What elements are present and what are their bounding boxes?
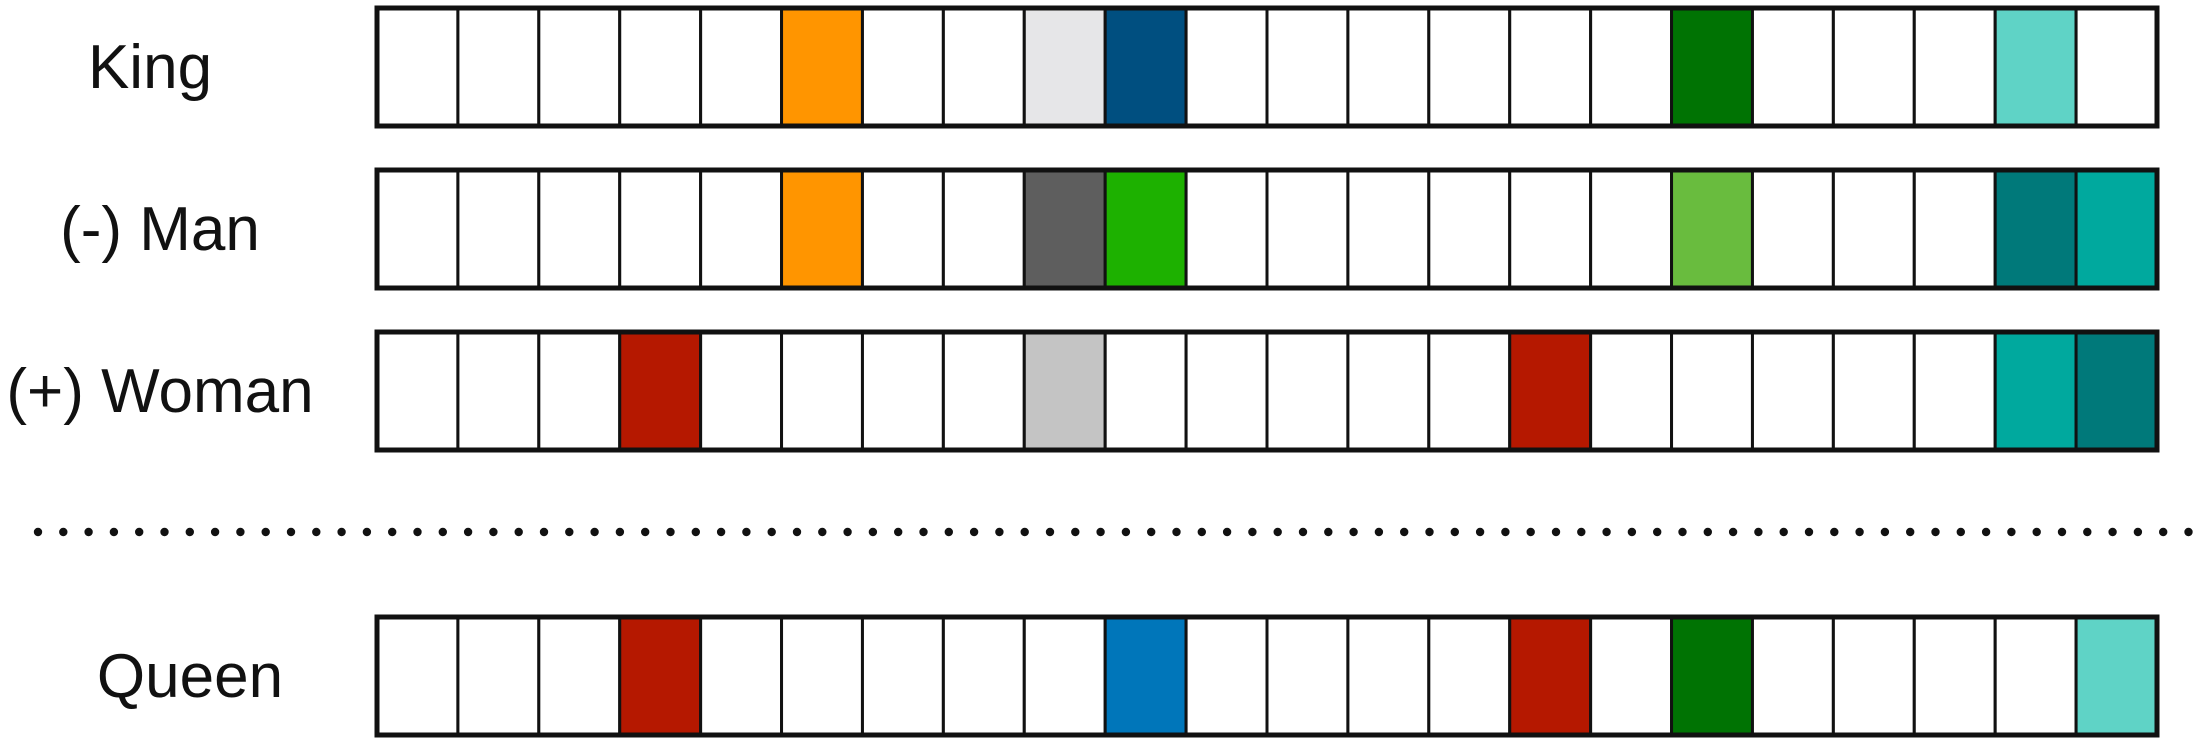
separator-dot bbox=[1982, 528, 1990, 536]
vector-cell-woman-20 bbox=[1995, 332, 2076, 450]
vector-row-woman bbox=[6, 332, 2157, 450]
vector-cell-king-15 bbox=[1591, 8, 1672, 126]
separator-dot bbox=[363, 528, 371, 536]
vector-cell-queen-7 bbox=[943, 617, 1024, 735]
vector-cell-king-4 bbox=[701, 8, 782, 126]
separator-dot bbox=[236, 528, 244, 536]
separator-dot bbox=[1375, 528, 1383, 536]
separator-dot bbox=[1552, 528, 1560, 536]
vector-cell-woman-10 bbox=[1186, 332, 1267, 450]
separator-dot bbox=[1223, 528, 1231, 536]
separator-dot bbox=[2083, 528, 2091, 536]
separator-dot bbox=[1096, 528, 1104, 536]
vector-cell-king-5 bbox=[782, 8, 863, 126]
vector-cell-woman-3 bbox=[620, 332, 701, 450]
row-label-man: (-) Man bbox=[60, 195, 260, 264]
separator-dot bbox=[1122, 528, 1130, 536]
separator-dot bbox=[717, 528, 725, 536]
separator-dot bbox=[84, 528, 92, 536]
separator-dot bbox=[540, 528, 548, 536]
vector-cell-queen-0 bbox=[377, 617, 458, 735]
vector-cell-woman-13 bbox=[1429, 332, 1510, 450]
separator-dot bbox=[1678, 528, 1686, 536]
vector-cell-man-2 bbox=[539, 170, 620, 288]
separator-dot bbox=[1602, 528, 1610, 536]
vector-cell-queen-6 bbox=[862, 617, 943, 735]
vector-cell-man-11 bbox=[1267, 170, 1348, 288]
separator-dot bbox=[768, 528, 776, 536]
vector-cell-queen-2 bbox=[539, 617, 620, 735]
separator-dot bbox=[1704, 528, 1712, 536]
vector-cell-queen-14 bbox=[1510, 617, 1591, 735]
separator-dot bbox=[995, 528, 1003, 536]
vector-cell-king-0 bbox=[377, 8, 458, 126]
separator-dot bbox=[312, 528, 320, 536]
vector-row-man bbox=[60, 170, 2157, 288]
vector-cell-man-20 bbox=[1995, 170, 2076, 288]
vector-cell-king-9 bbox=[1105, 8, 1186, 126]
vector-cell-queen-10 bbox=[1186, 617, 1267, 735]
separator-dot bbox=[616, 528, 624, 536]
vector-cell-woman-9 bbox=[1105, 332, 1186, 450]
vector-cell-queen-17 bbox=[1752, 617, 1833, 735]
vector-cell-queen-13 bbox=[1429, 617, 1510, 735]
separator-dot bbox=[1653, 528, 1661, 536]
separator-dot bbox=[110, 528, 118, 536]
separator-dot bbox=[742, 528, 750, 536]
vector-cell-king-16 bbox=[1672, 8, 1753, 126]
vector-row-king bbox=[88, 8, 2157, 126]
separator-dot bbox=[1957, 528, 1965, 536]
separator-dot bbox=[59, 528, 67, 536]
vector-cell-queen-1 bbox=[458, 617, 539, 735]
vector-cell-queen-21 bbox=[2076, 617, 2157, 735]
vector-cell-woman-4 bbox=[701, 332, 782, 450]
separator-dot bbox=[793, 528, 801, 536]
separator-dot bbox=[1805, 528, 1813, 536]
separator-dot bbox=[945, 528, 953, 536]
separator-dot bbox=[1248, 528, 1256, 536]
vector-cell-king-21 bbox=[2076, 8, 2157, 126]
separator-dot bbox=[1501, 528, 1509, 536]
separator-dot bbox=[1020, 528, 1028, 536]
vector-cell-queen-5 bbox=[782, 617, 863, 735]
vector-cell-man-15 bbox=[1591, 170, 1672, 288]
vector-cell-king-11 bbox=[1267, 8, 1348, 126]
separator-dot bbox=[1198, 528, 1206, 536]
vector-cell-man-3 bbox=[620, 170, 701, 288]
separator-dot bbox=[1451, 528, 1459, 536]
separator-dot bbox=[2033, 528, 2041, 536]
separator-dot bbox=[160, 528, 168, 536]
separator-dot bbox=[919, 528, 927, 536]
vector-cell-man-14 bbox=[1510, 170, 1591, 288]
vector-cell-man-19 bbox=[1914, 170, 1995, 288]
separator-dot bbox=[2058, 528, 2066, 536]
vector-cell-king-2 bbox=[539, 8, 620, 126]
separator-dot bbox=[2184, 528, 2192, 536]
separator-dot bbox=[135, 528, 143, 536]
vector-cell-woman-7 bbox=[943, 332, 1024, 450]
separator-dot bbox=[1780, 528, 1788, 536]
separator-dot bbox=[1628, 528, 1636, 536]
separator-dot bbox=[1577, 528, 1585, 536]
vector-cell-queen-20 bbox=[1995, 617, 2076, 735]
separator-dot bbox=[34, 528, 42, 536]
separator-dot bbox=[869, 528, 877, 536]
vector-cell-queen-16 bbox=[1672, 617, 1753, 735]
separator-dot bbox=[262, 528, 270, 536]
vector-cell-king-12 bbox=[1348, 8, 1429, 126]
vector-cell-king-13 bbox=[1429, 8, 1510, 126]
vector-cell-man-10 bbox=[1186, 170, 1267, 288]
vector-cell-king-20 bbox=[1995, 8, 2076, 126]
separator-dot bbox=[894, 528, 902, 536]
separator-dot bbox=[1324, 528, 1332, 536]
vector-cell-queen-18 bbox=[1833, 617, 1914, 735]
vector-cell-king-17 bbox=[1752, 8, 1833, 126]
vector-cell-woman-16 bbox=[1672, 332, 1753, 450]
separator-dot bbox=[287, 528, 295, 536]
separator-dot bbox=[641, 528, 649, 536]
vector-cell-king-8 bbox=[1024, 8, 1105, 126]
separator-dot bbox=[489, 528, 497, 536]
vector-cell-woman-21 bbox=[2076, 332, 2157, 450]
separator-dot bbox=[439, 528, 447, 536]
separator-dot bbox=[1754, 528, 1762, 536]
vector-cell-man-21 bbox=[2076, 170, 2157, 288]
separator-dot bbox=[186, 528, 194, 536]
separator-dot bbox=[211, 528, 219, 536]
separator-dot bbox=[1855, 528, 1863, 536]
separator-dot bbox=[1172, 528, 1180, 536]
separator-dot bbox=[1527, 528, 1535, 536]
vector-cell-woman-1 bbox=[458, 332, 539, 450]
separator-dot bbox=[666, 528, 674, 536]
vector-cell-woman-11 bbox=[1267, 332, 1348, 450]
vector-cell-woman-12 bbox=[1348, 332, 1429, 450]
vector-cell-man-9 bbox=[1105, 170, 1186, 288]
vector-cell-woman-8 bbox=[1024, 332, 1105, 450]
vector-cell-king-19 bbox=[1914, 8, 1995, 126]
vector-cell-woman-14 bbox=[1510, 332, 1591, 450]
vector-cell-king-18 bbox=[1833, 8, 1914, 126]
separator-dot bbox=[1046, 528, 1054, 536]
separator-dot bbox=[565, 528, 573, 536]
vector-cell-woman-6 bbox=[862, 332, 943, 450]
vector-cell-woman-5 bbox=[782, 332, 863, 450]
separator-dot bbox=[1274, 528, 1282, 536]
vector-cell-queen-12 bbox=[1348, 617, 1429, 735]
vector-cell-king-6 bbox=[862, 8, 943, 126]
separator-dot bbox=[1931, 528, 1939, 536]
separator-dot bbox=[388, 528, 396, 536]
row-label-queen: Queen bbox=[96, 642, 284, 711]
vector-cell-man-16 bbox=[1672, 170, 1753, 288]
separator-dot bbox=[1881, 528, 1889, 536]
separator-dot bbox=[2007, 528, 2015, 536]
separator-dot bbox=[1729, 528, 1737, 536]
separator-dot bbox=[590, 528, 598, 536]
separator-dot bbox=[2159, 528, 2167, 536]
row-label-woman: (+) Woman bbox=[6, 357, 314, 426]
separator-dot bbox=[1476, 528, 1484, 536]
vector-cell-woman-15 bbox=[1591, 332, 1672, 450]
separator-dot bbox=[515, 528, 523, 536]
vector-cell-queen-9 bbox=[1105, 617, 1186, 735]
vector-cell-man-4 bbox=[701, 170, 782, 288]
separator-dot bbox=[692, 528, 700, 536]
separator-dot bbox=[1147, 528, 1155, 536]
vector-cell-man-5 bbox=[782, 170, 863, 288]
vector-cell-woman-2 bbox=[539, 332, 620, 450]
vector-cell-man-8 bbox=[1024, 170, 1105, 288]
vector-cell-woman-17 bbox=[1752, 332, 1833, 450]
vector-cell-man-7 bbox=[943, 170, 1024, 288]
vector-cell-queen-8 bbox=[1024, 617, 1105, 735]
separator-dot bbox=[413, 528, 421, 536]
vector-cell-man-18 bbox=[1833, 170, 1914, 288]
vector-cell-king-10 bbox=[1186, 8, 1267, 126]
separator-dot bbox=[1400, 528, 1408, 536]
vector-cell-man-13 bbox=[1429, 170, 1510, 288]
vector-cell-man-6 bbox=[862, 170, 943, 288]
vector-rows bbox=[6, 8, 2157, 735]
separator-dot bbox=[337, 528, 345, 536]
separator-dot bbox=[2134, 528, 2142, 536]
vector-row-queen bbox=[97, 617, 2157, 735]
vector-cell-king-1 bbox=[458, 8, 539, 126]
separator-dot bbox=[843, 528, 851, 536]
separator-dot bbox=[2108, 528, 2116, 536]
row-label-king: King bbox=[87, 33, 213, 102]
vector-cell-woman-18 bbox=[1833, 332, 1914, 450]
separator-dot bbox=[1906, 528, 1914, 536]
separator-dot bbox=[1071, 528, 1079, 536]
separator-dot bbox=[1299, 528, 1307, 536]
vector-cell-king-14 bbox=[1510, 8, 1591, 126]
vector-cell-king-7 bbox=[943, 8, 1024, 126]
vector-cell-queen-11 bbox=[1267, 617, 1348, 735]
vector-cell-woman-19 bbox=[1914, 332, 1995, 450]
separator-dot bbox=[1830, 528, 1838, 536]
dotted-separator bbox=[34, 528, 2193, 536]
separator-dot bbox=[970, 528, 978, 536]
vector-cell-man-0 bbox=[377, 170, 458, 288]
separator-dot bbox=[818, 528, 826, 536]
vector-cell-man-1 bbox=[458, 170, 539, 288]
vector-cell-queen-4 bbox=[701, 617, 782, 735]
separator-dot bbox=[1425, 528, 1433, 536]
vector-cell-man-12 bbox=[1348, 170, 1429, 288]
vector-cell-queen-19 bbox=[1914, 617, 1995, 735]
separator-dot bbox=[464, 528, 472, 536]
separator-dot bbox=[1349, 528, 1357, 536]
vector-cell-queen-15 bbox=[1591, 617, 1672, 735]
vector-cell-queen-3 bbox=[620, 617, 701, 735]
vector-cell-woman-0 bbox=[377, 332, 458, 450]
vector-cell-man-17 bbox=[1752, 170, 1833, 288]
vector-cell-king-3 bbox=[620, 8, 701, 126]
